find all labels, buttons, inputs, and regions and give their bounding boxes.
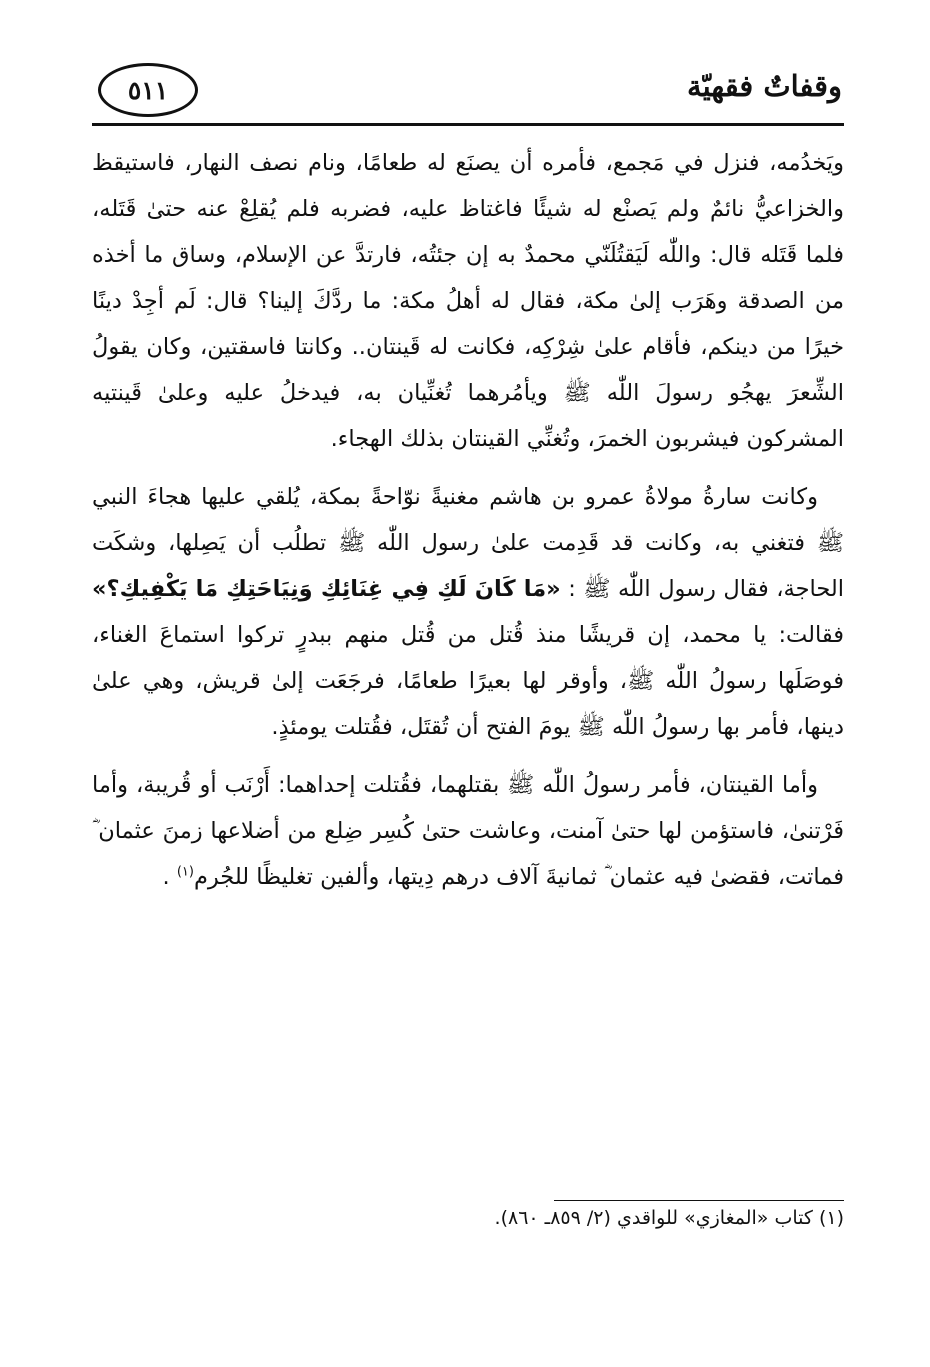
footnote-divider — [554, 1200, 844, 1201]
page-header — [92, 55, 844, 126]
paragraph-3-text: وأما القينتان، فأمر رسولُ اللّٰه ﷺ بقتلهما، فقُتلت إحداهما: أَرْنَب أو قُريبة، وأما فَرْتنىٰ، فاستؤمن لها حتىٰ آمنت، وعاشت حتىٰ كُسِر ضِلع من أضلاعها زمنَ عثمان ؓ فماتت، فقضىٰ فيه عثمان ؓ ثمانيةَ آلاف درهم دِيتها، وألفين تغليظًا للجُرم — [92, 772, 844, 890]
body-text — [92, 140, 844, 900]
running-title: وقفاتٌ فقهيّة — [687, 69, 842, 103]
hadith-quote: «مَا كَانَ لَكِ فِي غِنَائِكِ وَنِيَاحَتِكِ مَا يَكْفِيكِ؟» — [92, 576, 561, 602]
page-number: ٥١١ — [98, 63, 198, 117]
footnote: (١) كتاب «المغازي» للواقدي (٢/ ٨٥٩ـ ٨٦٠). — [494, 1207, 844, 1229]
paragraph-3-end: . — [162, 864, 177, 890]
paragraph-3 — [92, 762, 844, 900]
footnote-ref: (١) — [176, 864, 194, 880]
paragraph-2-text: وكانت سارةُ مولاةُ عمرو بن هاشم مغنيةً نوّاحةً بمكة، يُلقي عليها هجاءَ النبي ﷺ فتغني به، وكانت قد قَدِمت علىٰ رسول اللّٰه ﷺ تطلُب أن يَصِلها، وشكَت الحاجة، فقال رسول اللّٰه ﷺ : — [92, 484, 845, 602]
paragraph-2 — [92, 474, 844, 750]
page — [92, 55, 845, 1229]
paragraph-1: ويَخدُمه، فنزل في مَجمع، فأمره أن يصنَع له طعامًا، ونام نصف النهار، فاستيقظ والخزاعيُّ نائمٌ ولم يَصنْع له شيئًا فاغتاظ عليه، فضربه فلم يُقلِعْ عنه حتىٰ قَتَله، فلما قَتَله قال: واللّٰه لَيَقتُلَنّي محمدٌ به إن جئتُه، فارتدَّ عن الإسلام، وساق ما أخذه من الصدقة وهَرَب إلىٰ مكة، فقال له أهلُ مكة: ما ردَّكَ إلينا؟ قال: لَم أجِدْ دينًا خيرًا من دينكم، فأقام علىٰ شِرْكِه، فكانت له قَينتان.. وكانتا فاسقتين، وكان يقولُ الشِّعرَ يهجُو رسولَ اللّٰه ﷺ ويأمُرهما تُغنِّيان به، فيدخلُ عليه وعلىٰ قَينتيه المشركون فيشربون الخمرَ، وتُغنِّي القينتان بذلك الهجاء. — [92, 150, 844, 452]
paragraph-2-continuation: فقالت: يا محمد، إن قريشًا منذ قُتل من قُتل منهم ببدرٍ تركوا استماعَ الغناء، فوصَلَها رسولُ اللّٰه ﷺ، وأوقر لها بعيرًا طعامًا، فرجَعَت إلىٰ قريش، وهي علىٰ دينها، فأمر بها رسولُ اللّٰه ﷺ يومَ الفتح أن تُقتَل، فقُتلت يومئذٍ. — [92, 622, 844, 740]
